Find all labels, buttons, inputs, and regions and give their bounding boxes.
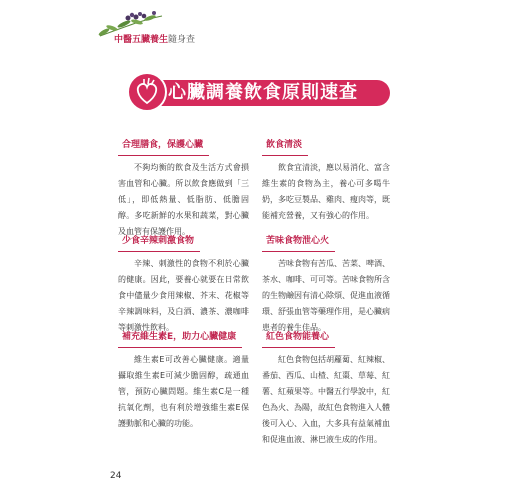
section-body: 不夠均衡的飲食及生活方式會損害血管和心臟。所以飲食應做到「三低」，即低熱量、低脂肪、低膽固醇。多吃新鮮的水果和蔬菜，對心臟及血管有保護作用。 [118,163,249,236]
page-number: 24 [110,471,122,481]
section-card [118,233,249,336]
section-card [262,329,390,448]
section-heading: 合理膳食，保護心臟 [118,137,209,156]
section-body: 苦味食物有苦瓜、苦菜、啤酒、茶水、咖啡、可可等。苦味食物所含的生物鹼因有清心除煩、促進血液循環、舒張血管等藥理作用，是心臟病患者的養生佳品。 [262,259,390,332]
brand-title: 中醫五臟養生隨身查 [114,35,196,45]
section-body: 紅色食物包括胡蘿蔔、紅辣椒、番茄、西瓜、山楂、紅棗、草莓、紅薯、紅蘋果等。中醫五行學說中，紅色為火、為陽，故紅色食物進入人體後可入心、入血，大多具有益氣補血和促進血液、淋巴液生成的作用。 [262,355,390,444]
section-heading: 補充維生素E，助力心臟健康 [118,329,242,348]
section-body: 維生素E可改善心臟健康。適量攝取維生素E可減少膽固醇，疏通血管，預防心臟問題。維生素C是一種抗氧化劑，也有利於增強維生素E保護動脈和心臟的功能。 [118,355,249,428]
section-card [262,233,390,336]
section-heading: 苦味食物泄心火 [262,233,335,252]
section-heading: 少食辛辣刺激食物 [118,233,200,252]
section-card [262,137,390,224]
section-body: 辛辣、刺激性的食物不利於心臟的健康。因此，要養心就要在日常飲食中儘量少食用辣椒、芥末、花椒等辛辣調味料，及白酒、濃茶、濃咖啡等刺激性飲料。 [118,259,249,332]
heart-icon [127,72,167,112]
section-heading: 飲食清淡 [262,137,308,156]
header-brand [92,8,232,48]
section-heading: 紅色食物能養心 [262,329,335,348]
section-body: 飲食宜清淡，應以易消化、富含維生素的食物為主，養心可多喝牛奶，多吃豆製品、雞肉、瘦肉等，既能補充營養，又有強心的作用。 [262,163,390,220]
section-card [118,137,249,240]
page-title: 心臟調養飲食原則速查 [168,82,358,103]
section-card [118,329,249,432]
